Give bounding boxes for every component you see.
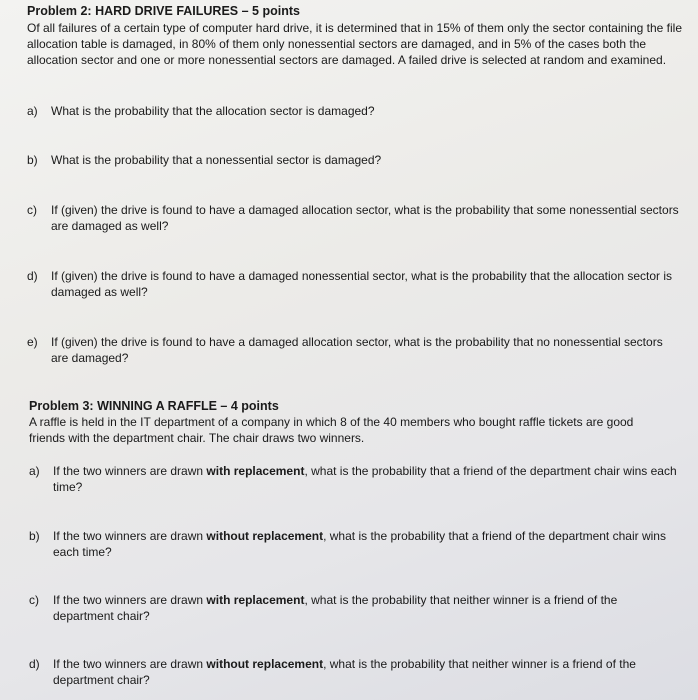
question-label: b)	[27, 153, 38, 167]
emphasis-text: without replacement	[206, 657, 324, 671]
problem-2-question-d	[27, 268, 682, 300]
question-text: If the two winners are drawn without replacement, what is the probability that neither winner is a friend of the department chair?	[53, 657, 636, 687]
emphasis-text: with replacement	[206, 464, 305, 478]
question-text: If the two winners are drawn with replacement, what is the probability that a friend of the department chair wins each time?	[53, 464, 677, 494]
problem-2-question-b	[27, 152, 682, 168]
problem-3-question-d	[29, 656, 679, 688]
question-text: If (given) the drive is found to have a damaged allocation sector, what is the probability that some nonessential sectors are damaged as well?	[51, 203, 679, 233]
question-text: If (given) the drive is found to have a damaged nonessential sector, what is the probability that the allocation sector is damaged as well?	[51, 269, 673, 299]
problem-3-intro: A raffle is held in the IT department of a company in which 8 of the 40 members who bought raffle tickets are good friends with the department chair. The chair draws two winners.	[29, 415, 634, 445]
question-label: a)	[29, 464, 40, 478]
question-text: What is the probability that a nonessential sector is damaged?	[51, 153, 382, 167]
question-label: c)	[27, 203, 37, 217]
question-label: a)	[27, 104, 38, 118]
problem-2-question-e	[27, 334, 682, 366]
problem-2-question-c	[27, 202, 682, 234]
problem-3-question-a	[29, 463, 679, 495]
question-text: If the two winners are drawn with replacement, what is the probability that neither winner is a friend of the department chair?	[53, 593, 618, 623]
question-text: If (given) the drive is found to have a damaged allocation sector, what is the probability that no nonessential sectors are damaged?	[51, 335, 663, 365]
question-label: b)	[29, 529, 40, 543]
emphasis-text: with replacement	[206, 593, 305, 607]
problem-2-question-a	[27, 103, 682, 119]
problem-3-question-b	[29, 528, 679, 560]
question-label: c)	[29, 593, 39, 607]
question-label: d)	[27, 269, 38, 283]
problem-2-intro: Of all failures of a certain type of computer hard drive, it is determined that in 15% of them only the sector containing the file allocation table is damaged, in 80% of them only nonessential sectors are damaged, and in 5% of the cases both the allocation sector and one or more nonessential sectors are damaged. A failed drive is selected at random and examined.	[27, 21, 683, 67]
question-label: e)	[27, 335, 38, 349]
question-text: If the two winners are drawn without replacement, what is the probability that a friend of the department chair wins each time?	[53, 529, 666, 559]
emphasis-text: without replacement	[206, 529, 324, 543]
problem-2-title: Problem 2: HARD DRIVE FAILURES – 5 points	[27, 4, 300, 18]
problem-3-question-c	[29, 592, 679, 624]
question-text: What is the probability that the allocation sector is damaged?	[51, 104, 375, 118]
problem-3-title: Problem 3: WINNING A RAFFLE – 4 points	[29, 399, 279, 413]
question-label: d)	[29, 657, 40, 671]
